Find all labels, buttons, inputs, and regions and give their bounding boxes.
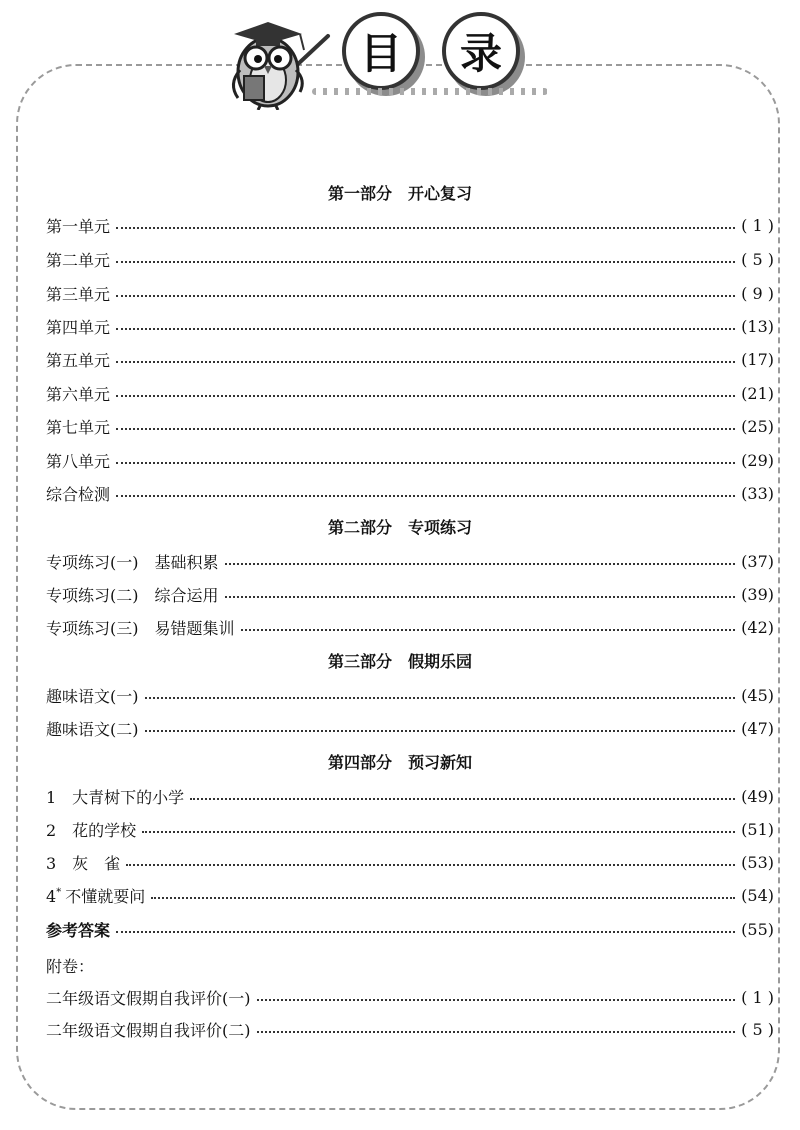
toc-entry-page: (29) (741, 450, 774, 470)
toc-entry[interactable] (46, 614, 774, 640)
title-char-2: 录 (442, 12, 520, 90)
leader-dots (145, 697, 736, 699)
toc-entry-page: (25) (741, 416, 774, 436)
toc-entry-page: ( 9 ) (741, 283, 774, 303)
toc-entry-label: 趣味语文(二) (46, 719, 139, 739)
toc-entry-label: 二年级语文假期自我评价(二) (46, 1020, 251, 1040)
toc-entry-label: 3 灰 雀 (46, 853, 121, 873)
toc-entry-label: 二年级语文假期自我评价(一) (46, 988, 251, 1008)
toc-entry[interactable] (46, 380, 774, 406)
toc-entry[interactable] (46, 783, 774, 809)
optional-marker: * (56, 887, 62, 899)
toc-entry-label: 趣味语文(一) (46, 686, 139, 706)
toc-entry-label: 第七单元 (46, 417, 111, 437)
leader-dots (126, 864, 735, 866)
leader-dots (116, 931, 735, 933)
leader-dots (241, 629, 736, 631)
toc-entry[interactable] (46, 548, 774, 574)
toc-entry-page: (42) (741, 617, 774, 637)
toc-entry[interactable] (46, 313, 774, 339)
toc-entry-label: 2 花的学校 (46, 820, 137, 840)
leader-dots (257, 999, 736, 1001)
toc-entry[interactable] (46, 849, 774, 875)
toc-entry-page: (45) (741, 685, 774, 705)
toc-entry[interactable] (46, 447, 774, 473)
toc-entry[interactable] (46, 984, 774, 1010)
toc-entry-page: ( 5 ) (741, 249, 774, 269)
toc-entry[interactable] (46, 280, 774, 306)
leader-dots (257, 1031, 736, 1033)
toc-entry-label: 专项练习(一) 基础积累 (46, 552, 219, 572)
section-title: 第三部分 假期乐园 (327, 652, 472, 671)
leader-dots (116, 227, 735, 229)
section-title: 第四部分 预习新知 (327, 753, 472, 772)
toc-entry-page: (17) (741, 349, 774, 369)
toc-entry[interactable] (46, 346, 774, 372)
leader-dots (116, 495, 735, 497)
toc-entry-page: (53) (741, 852, 774, 872)
toc-entry-label: 第六单元 (46, 384, 111, 404)
toc-entry[interactable] (46, 816, 774, 842)
leader-dots (142, 831, 735, 833)
toc-entry-label: 1 大青树下的小学 (46, 787, 185, 807)
title-char-1: 目 (342, 12, 420, 90)
toc-entry[interactable] (46, 581, 774, 607)
toc-entry-label: 第二单元 (46, 250, 111, 270)
toc-entry-page: (33) (741, 483, 774, 503)
toc-entry-number: 4 (46, 886, 57, 906)
toc-entry-page: ( 1 ) (741, 215, 774, 235)
leader-dots (116, 261, 735, 263)
toc-entry-page: (39) (741, 584, 774, 604)
toc-entry[interactable] (46, 246, 774, 272)
toc-entry-label: 第四单元 (46, 317, 111, 337)
toc-entry-page: (13) (741, 316, 774, 336)
toc-entry-label: 第三单元 (46, 284, 111, 304)
leader-dots (225, 596, 736, 598)
toc-entry[interactable] (46, 1016, 774, 1042)
toc-entry-label: 第五单元 (46, 350, 111, 370)
toc-entry[interactable] (46, 212, 774, 238)
toc-entry-label: 第八单元 (46, 451, 111, 471)
section-title: 第一部分 开心复习 (327, 184, 472, 203)
toc-entry-page: ( 1 ) (741, 987, 774, 1007)
toc-entry[interactable] (46, 480, 774, 506)
leader-dots (225, 563, 736, 565)
toc-entry-page: (21) (741, 383, 774, 403)
toc-entry[interactable] (46, 413, 774, 439)
toc-entry-page: (37) (741, 551, 774, 571)
leader-dots (116, 395, 735, 397)
leader-dots (116, 295, 735, 297)
toc-entry-page: (55) (741, 919, 774, 939)
leader-dots (151, 897, 735, 899)
toc-entry-label: 专项练习(三) 易错题集训 (46, 618, 235, 638)
toc-entry-title: 不懂就要问 (65, 886, 146, 906)
section-title: 第二部分 专项练习 (327, 518, 472, 537)
leader-dots (116, 328, 735, 330)
leader-dots (116, 361, 735, 363)
toc-entry[interactable] (46, 715, 774, 741)
toc-entry-page: (47) (741, 718, 774, 738)
toc-entry-page: (51) (741, 819, 774, 839)
leader-dots (145, 730, 736, 732)
toc-entry[interactable] (46, 882, 774, 908)
leader-dots (190, 798, 735, 800)
toc-entry-label: 第一单元 (46, 216, 111, 236)
toc-entry-label: 专项练习(二) 综合运用 (46, 585, 219, 605)
toc-entry[interactable] (46, 682, 774, 708)
toc-entry-page: (49) (741, 786, 774, 806)
toc-entry-page: ( 5 ) (741, 1019, 774, 1039)
toc-entry-page: (54) (741, 885, 774, 905)
toc-entry-answers[interactable] (46, 916, 774, 942)
toc-entry-label: 参考答案 (46, 920, 111, 940)
toc-entry-label (46, 884, 145, 907)
appendix-heading: 附卷： (46, 957, 95, 976)
leader-dots (116, 462, 735, 464)
toc-entry-label: 综合检测 (46, 484, 111, 504)
leader-dots (116, 428, 735, 430)
